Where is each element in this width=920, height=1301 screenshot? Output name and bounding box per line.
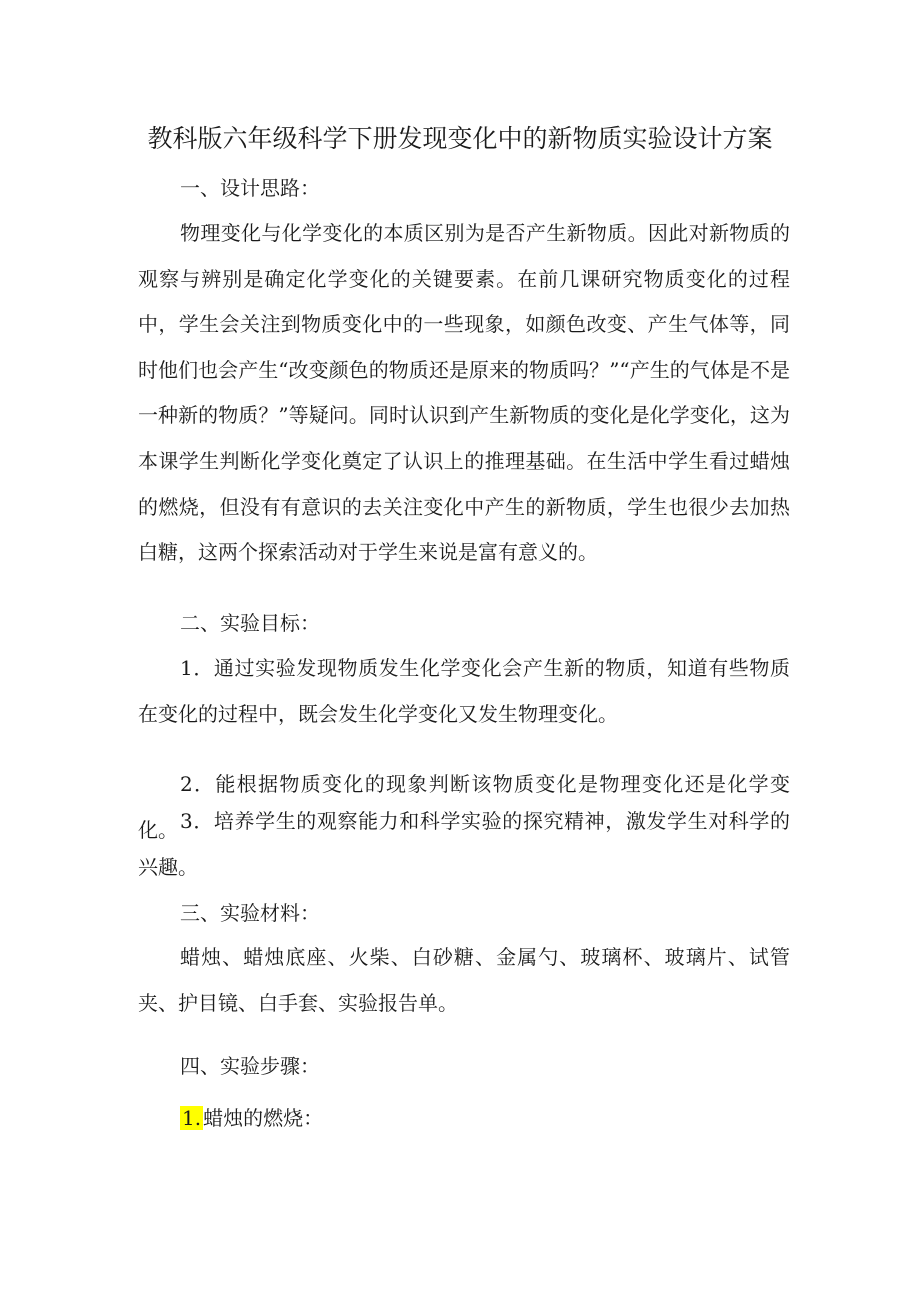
section-heading-design-idea: 一、设计思路： bbox=[180, 176, 320, 200]
section-heading-objectives: 二、实验目标： bbox=[180, 611, 320, 635]
design-idea-paragraph: 物理变化与化学变化的本质区别为是否产生新物质。因此对新物质的观察与辨别是确定化学变化的关键要素。在前几课研究物质变化的过程中，学生会关注到物质变化中的一些现象，如颜色改变、产生气体等，同时他们也会产生“改变颜色的物质还是原来的物质吗？”“产生的气体是不是一种新的物质？”等疑问。同时认识到产生新物质的变化是化学变化，这为本课学生判断化学变化奠定了认识上的推理基础。在生活中学生看过蜡烛的燃烧，但没有有意识的去关注变化中产生的新物质，学生也很少去加热白糖，这两个探索活动对于学生来说是富有意义的。 bbox=[138, 221, 790, 565]
document-title: 教科版六年级科学下册发现变化中的新物质实验设计方案 bbox=[147, 124, 773, 153]
objective-item-1: 1．通过实验发现物质发生化学变化会产生新的物质，知道有些物质在变化的过程中，既会发生化学变化又发生物理变化。 bbox=[138, 656, 790, 726]
step-1-text: 蜡烛的燃烧： bbox=[203, 1106, 324, 1130]
section-heading-materials: 三、实验材料： bbox=[180, 901, 320, 925]
step-1 bbox=[180, 1104, 323, 1132]
objective-item-3: 3．培养学生的观察能力和科学实验的探究精神，激发学生对科学的兴趣。 bbox=[138, 809, 790, 879]
materials-paragraph: 蜡烛、蜡烛底座、火柴、白砂糖、金属勺、玻璃杯、玻璃片、试管夹、护目镜、白手套、实验报告单。 bbox=[138, 945, 790, 1015]
section-heading-steps: 四、实验步骤： bbox=[180, 1054, 320, 1078]
objective-item-2: 2．能根据物质变化的现象判断该物质变化是物理变化还是化学变化。 bbox=[138, 772, 790, 842]
step-1-number-highlight: 1. bbox=[182, 1106, 202, 1130]
